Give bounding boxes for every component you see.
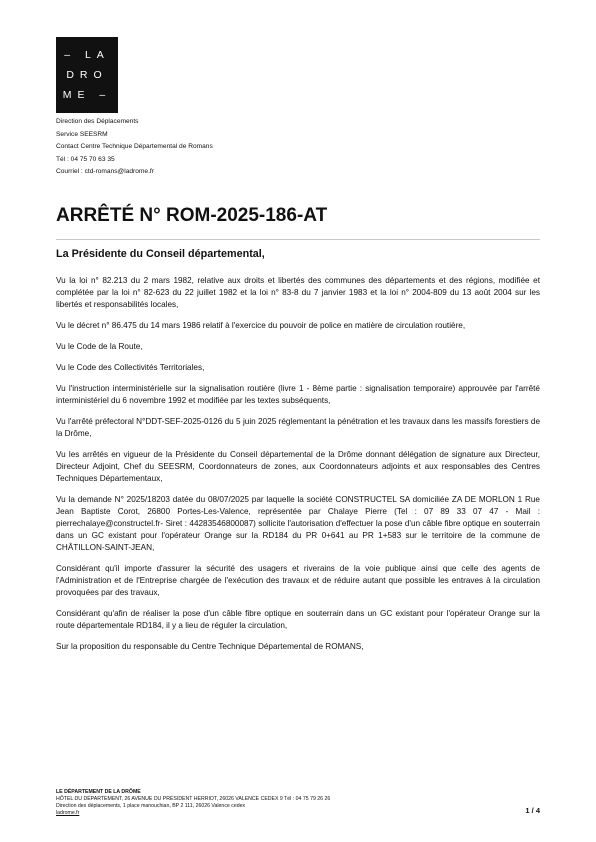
paragraph: Vu l'arrêté préfectoral N°DDT-SEF-2025-0126 du 5 juin 2025 réglementant la pénétration et les travaux dans les massifs forestiers de la Drôme, xyxy=(56,417,540,438)
paragraph: Vu les arrêtés en vigueur de la Présidente du Conseil départemental de la Drôme donnant délégation de signature aux Directeur, Directeur Adjoint, Chef du SEESRM, Coordonnateurs de zones, aux Coordonnateurs adjoints et aux responsables des Centres Techniques Départementaux, xyxy=(56,450,540,483)
document-subtitle: La Présidente du Conseil départemental, xyxy=(56,248,265,260)
contact-phone: Tél : 04 75 70 63 35 xyxy=(56,155,115,163)
paragraph: Considérant qu'afin de réaliser la pose d'un câble fibre optique en souterrain dans un GC existant pour l'opérateur Orange sur la route départementale RD184, il y a lieu de réguler la circulation, xyxy=(56,609,540,630)
contact-direction: Direction des Déplacements xyxy=(56,118,139,125)
page-footer xyxy=(56,789,540,817)
paragraph: Vu le Code des Collectivités Territoriales, xyxy=(56,363,205,372)
contact-email[interactable]: Courriel : ctd-romans@ladrome.fr xyxy=(56,168,154,176)
paragraph: Considérant qu'il importe d'assurer la sécurité des usagers et riverains de la voie publique ainsi que celle des agents de l'Administration et de l'Entreprise chargée de l'exécution des travaux et de réduire autant que possible les entraves à la circulation provoquées par des travaux, xyxy=(56,564,540,597)
contact-centre: Contact Centre Technique Départemental de Romans xyxy=(56,143,213,151)
ladrome-logo xyxy=(56,37,118,113)
paragraph: Vu le décret n° 86.475 du 14 mars 1986 relatif à l'exercice du pouvoir de police en matière de circulation routière, xyxy=(56,321,466,330)
footer-site-link[interactable]: ladrome.fr xyxy=(56,810,80,816)
page-number: 1 / 4 xyxy=(525,806,540,815)
footer-direction: Direction des déplacements, 1 place manouchian, BP 2 111, 26026 Valence cedex xyxy=(56,803,246,809)
document-title: ARRÊTÉ N° ROM-2025-186-AT xyxy=(56,205,328,226)
footer-address: HÔTEL DU DÉPARTEMENT, 26 AVENUE DU PRÉSIDENT HERRIOT, 26026 VALENCE CEDEX 9 Tél : 04 75 79 26 26 xyxy=(56,796,331,802)
logo-line: ME – xyxy=(62,89,112,101)
logo-line: – LA xyxy=(64,49,110,61)
footer-org: LE DÉPARTEMENT DE LA DRÔME xyxy=(56,789,141,795)
paragraph: Vu le Code de la Route, xyxy=(56,342,143,351)
document-body xyxy=(56,275,540,662)
logo-line: DRO xyxy=(66,69,108,81)
title-divider xyxy=(56,239,540,240)
paragraph: Sur la proposition du responsable du Centre Technique Départemental de ROMANS, xyxy=(56,642,364,651)
contact-service: Service SEESRM xyxy=(56,130,108,138)
paragraph: Vu la loi n° 82.213 du 2 mars 1982, relative aux droits et libertés des communes des départements et des régions, modifiée et complétée par la loi n° 82-623 du 22 juillet 1982 et la loi n° 83-8 du 7 janvier 1983 et la loi n° 2004-809 du 13 août 2004 sur les libertés et responsabilités locales, xyxy=(56,276,540,309)
contact-block xyxy=(56,116,213,179)
paragraph: Vu la demande N° 2025/18203 datée du 08/07/2025 par laquelle la société CONSTRUCTEL SA domiciliée ZA DE MORLON 1 Rue Jean Baptiste Corot, 26800 Portes-Les-Valence, représentée par Chalaye Pierre (Tel : 07 89 33 07 47 - Mail : pierrechalaye@constructel.fr- Siret : 44283546800087) sollicite l'autorisation d'effectuer la pose d'un câble fibre optique en souterrain dans un GC existant pour l'opérateur Orange sur la RD184 du PR 0+641 au PR 1+583 sur le territoire de la commune de CHÂTILLON-SAINT-JEAN, xyxy=(56,495,540,552)
paragraph: Vu l'instruction interministérielle sur la signalisation routière (livre 1 - 8ème partie : signalisation temporaire) approuvée par l'arrêté interministériel du 6 novembre 1992 et modifiée par les textes subséquents, xyxy=(56,384,540,405)
